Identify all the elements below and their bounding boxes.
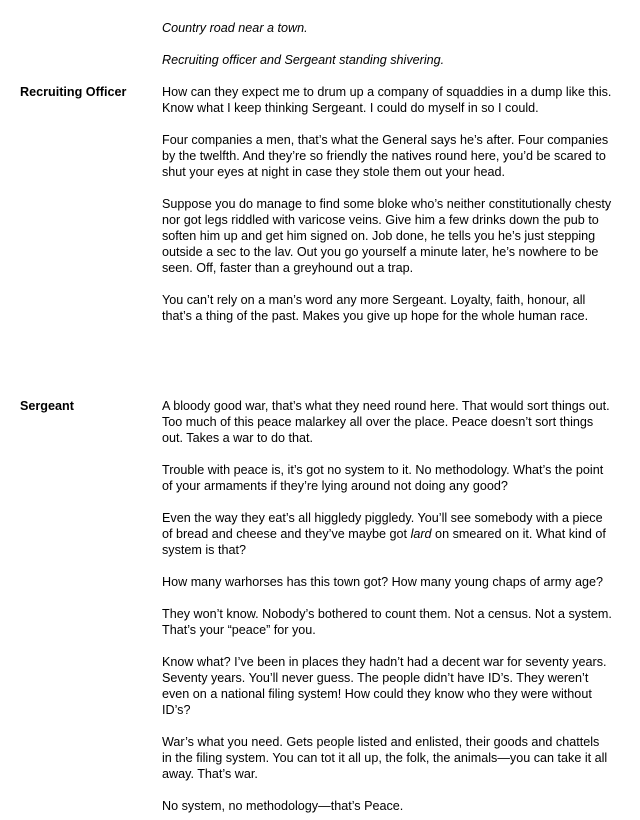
speech-paragraph: No system, no methodology—that’s Peace. <box>162 799 404 813</box>
stage-direction-setting: Country road near a town. <box>162 21 308 35</box>
speech-paragraph: You can’t rely on a man’s word any more Sergeant. Loyalty, faith, honour, all that’s a thing of the past. Makes you give up hope for the whole human race. <box>162 293 589 323</box>
paragraph-text: on smeared on it. What kind of system is that? <box>162 527 606 557</box>
speech-paragraph: Trouble with peace is, it’s got no system to it. No methodology. What’s the point of your armaments if they’re lying around not doing any good? <box>162 463 604 493</box>
speaker-name: Sergeant <box>20 399 74 413</box>
speaker-name: Recruiting Officer <box>20 85 127 99</box>
speech-paragraph: Four companies a men, that’s what the General says he’s after. Four companies by the twelfth. And they’re so friendly the natives round here, you’d be scared to shut your eyes at night in case they stole them out your head. <box>162 133 609 179</box>
stage-direction-characters: Recruiting officer and Sergeant standing shivering. <box>162 53 445 67</box>
speech-paragraph: How many warhorses has this town got? How many young chaps of army age? <box>162 575 603 589</box>
speech-paragraph: Suppose you do manage to find some bloke who’s neither constitutionally chesty nor got legs riddled with varicose veins. Give him a few drinks down the pub to soften him up and get him signed on. Job done, he tells you he’s just stepping outside a sec to the lav. Out you go yourself a minute later, he’s nowhere to be seen. Off, faster than a greyhound out a trap. <box>162 197 612 275</box>
speech-paragraph: A bloody good war, that’s what they need round here. That would sort things out. Too much of this peace malarkey all over the place. Peace doesn’t sort things out. Takes a war to do that. <box>162 399 610 445</box>
paragraph-text: Even the way they eat’s all higgledy piggledy. You’ll see somebody with a piece of bread and cheese and they’ve maybe got <box>162 511 603 541</box>
speech-lines <box>162 398 612 814</box>
speech-paragraph: Know what? I’ve been in places they hadn’t had a decent war for seventy years. Seventy years. You’ll never guess. The people didn’t have ID’s. They weren’t even on a national filing system! How could they know who they were without ID’s? <box>162 655 607 717</box>
speech-paragraph: War’s what you need. Gets people listed and enlisted, their goods and chattels in the filing system. You can tot it all up, the folk, the animals—you can take it all away. That’s war. <box>162 735 608 781</box>
speech-lines <box>162 84 612 324</box>
emphasized-word: lard <box>410 527 432 541</box>
speech-paragraph: How can they expect me to drum up a company of squaddies in a dump like this. Know what I keep thinking Sergeant. I could do myself in so I could. <box>162 85 612 115</box>
speech-paragraph: They won’t know. Nobody’s bothered to count them. Not a census. Not a system. That’s your “peace” for you. <box>162 607 612 637</box>
speech-paragraph-with-emphasis <box>162 510 612 558</box>
